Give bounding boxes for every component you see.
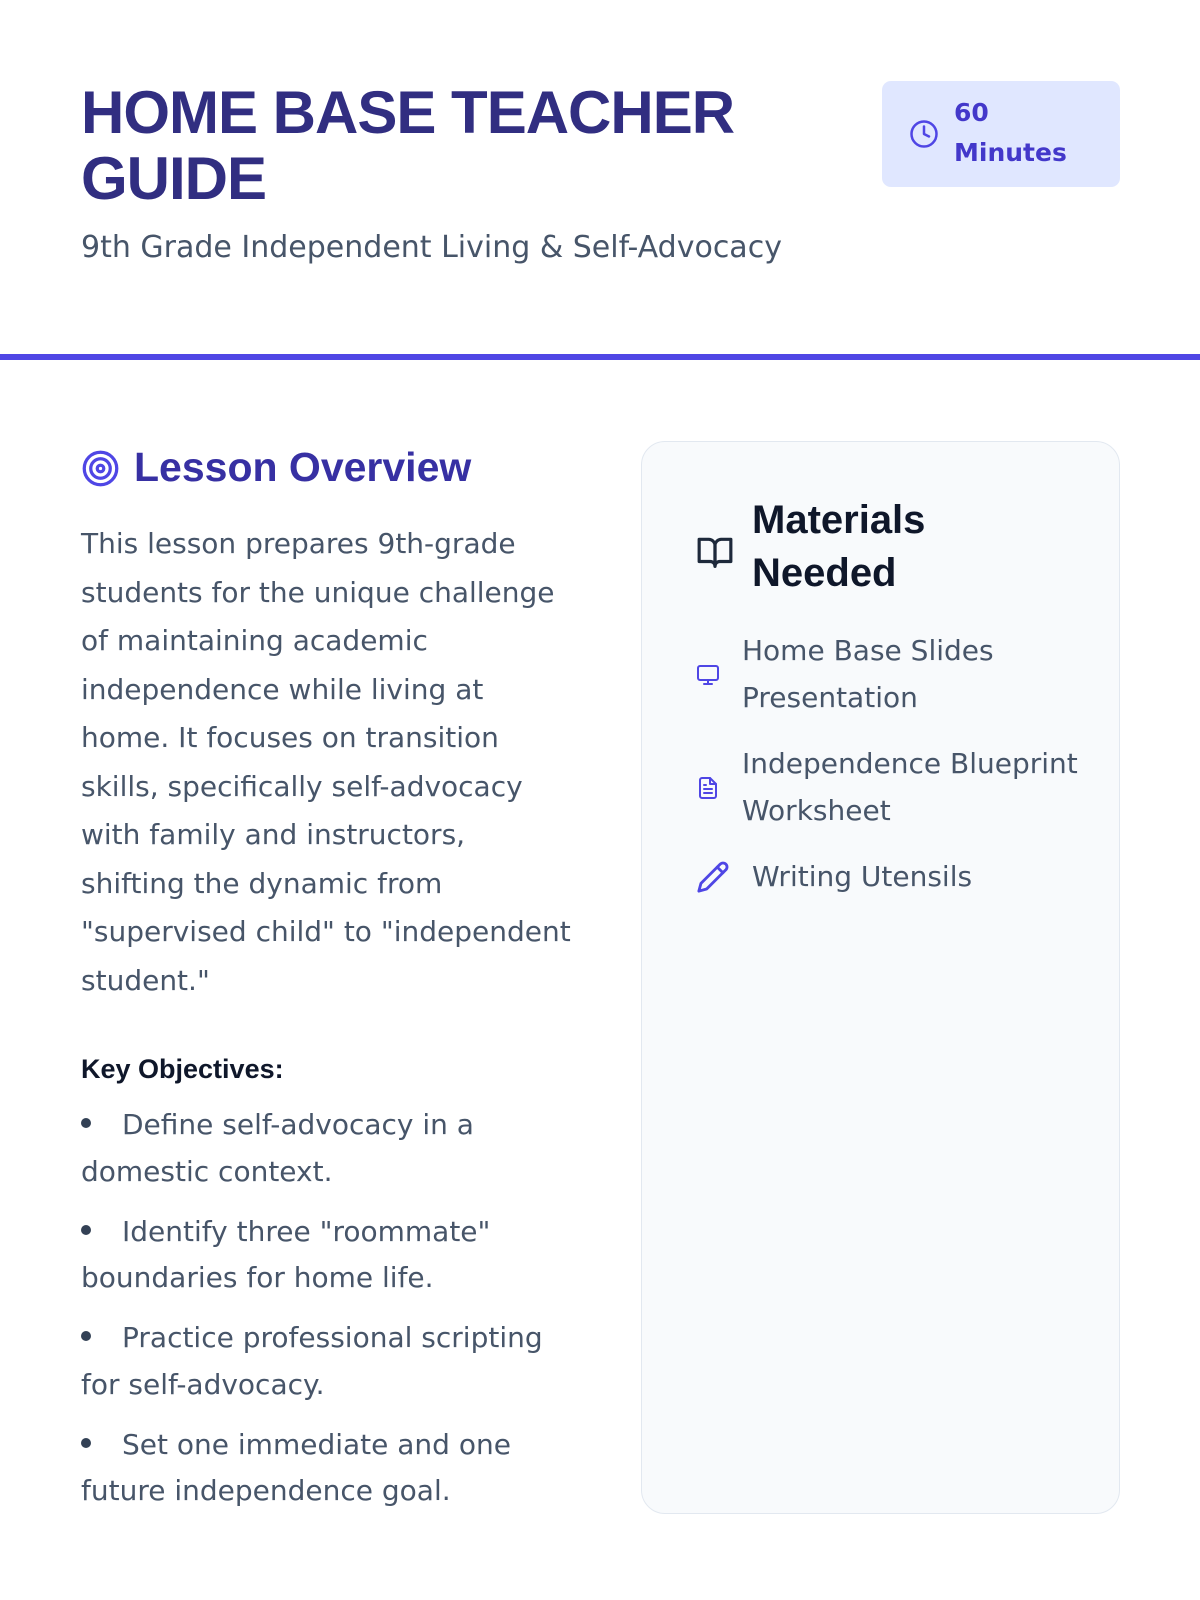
duration-label: 60 Minutes [954,98,1067,167]
objective-item: Define self-advocacy in a domestic context. [81,1108,474,1188]
pencil-icon [696,860,730,894]
objective-item: Identify three "roommate" boundaries for home life. [81,1214,491,1294]
page-title: HOME BASE TEACHER GUIDE [81,79,735,212]
header-divider [0,354,1200,360]
clock-icon [909,119,939,149]
key-objectives-list [81,1102,571,1528]
bullet-icon [81,1225,91,1235]
objective-item: Set one immediate and one future independence goal. [81,1427,511,1507]
materials-list [696,628,1096,921]
monitor-icon [696,663,720,687]
lesson-overview-title: Lesson Overview [134,444,472,490]
page-subtitle: 9th Grade Independent Living & Self-Advocacy [81,230,782,265]
material-label: Writing Utensils [752,860,973,893]
material-item [696,854,1096,901]
guide-header [81,80,1121,280]
materials-card [641,441,1120,1514]
material-item [696,628,1096,721]
lesson-overview-text: This lesson prepares 9th-grade students for the unique challenge of maintaining academic independence while living at home. It focuses on transition skills, specifically self-advocacy with family and instructors, shifting the dynamic from "supervised child" to "independent student." [81,527,571,997]
material-label: Home Base Slides Presentation [742,634,994,714]
material-label: Independence Blueprint Worksheet [742,747,1078,827]
book-open-icon [696,533,734,571]
key-objectives-label: Key Objectives: [81,1054,284,1084]
bullet-icon [81,1331,91,1341]
objective-item: Practice professional scripting for self-advocacy. [81,1321,543,1401]
materials-title: Materials Needed [752,498,926,595]
bullet-icon [81,1118,91,1128]
duration-badge [882,81,1120,187]
document-icon [696,776,720,800]
bullet-icon [81,1438,91,1448]
target-icon [81,449,120,488]
material-item [696,741,1096,834]
